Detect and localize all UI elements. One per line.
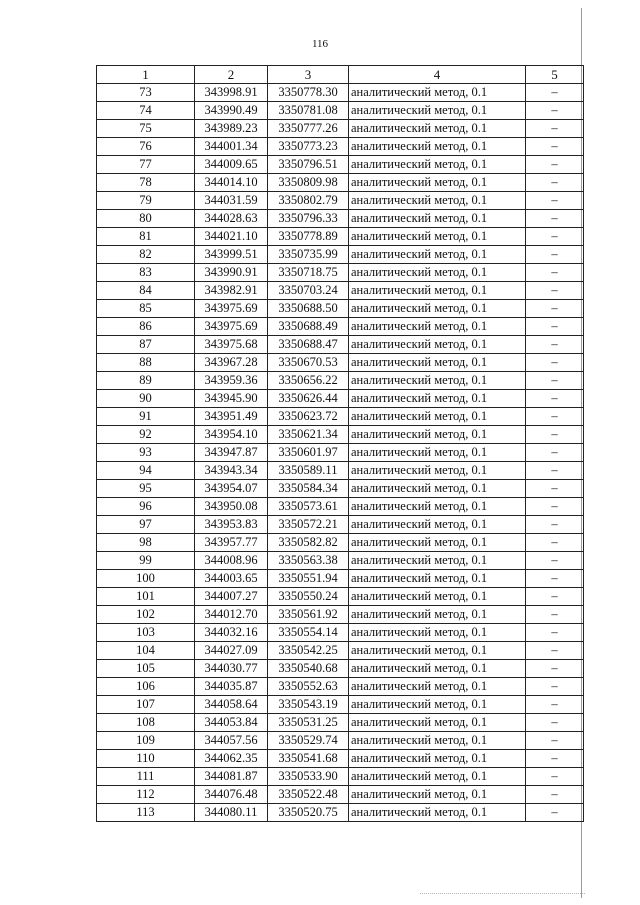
x-coordinate-cell: 343954.07 — [195, 480, 268, 498]
method-cell: аналитический метод, 0.1 — [349, 642, 526, 660]
method-cell: аналитический метод, 0.1 — [349, 282, 526, 300]
note-cell: – — [526, 732, 584, 750]
point-number-cell: 104 — [97, 642, 195, 660]
table-row — [97, 138, 584, 156]
x-coordinate-cell: 344014.10 — [195, 174, 268, 192]
page-number: 116 — [311, 38, 329, 50]
y-coordinate-cell: 3350778.30 — [268, 84, 349, 102]
point-number-cell: 79 — [97, 192, 195, 210]
method-cell: аналитический метод, 0.1 — [349, 228, 526, 246]
point-number-cell: 88 — [97, 354, 195, 372]
y-coordinate-cell: 3350563.38 — [268, 552, 349, 570]
method-cell: аналитический метод, 0.1 — [349, 606, 526, 624]
note-cell: – — [526, 408, 584, 426]
point-number-cell: 101 — [97, 588, 195, 606]
x-coordinate-cell: 343953.83 — [195, 516, 268, 534]
x-coordinate-cell: 343998.91 — [195, 84, 268, 102]
note-cell: – — [526, 768, 584, 786]
point-number-cell: 103 — [97, 624, 195, 642]
method-cell: аналитический метод, 0.1 — [349, 804, 526, 822]
x-coordinate-cell: 344030.77 — [195, 660, 268, 678]
method-cell: аналитический метод, 0.1 — [349, 462, 526, 480]
note-cell: – — [526, 354, 584, 372]
y-coordinate-cell: 3350542.25 — [268, 642, 349, 660]
note-cell: – — [526, 714, 584, 732]
note-cell: – — [526, 300, 584, 318]
point-number-cell: 82 — [97, 246, 195, 264]
note-cell: – — [526, 750, 584, 768]
table-row — [97, 390, 584, 408]
note-cell: – — [526, 390, 584, 408]
method-cell: аналитический метод, 0.1 — [349, 588, 526, 606]
y-coordinate-cell: 3350520.75 — [268, 804, 349, 822]
point-number-cell: 113 — [97, 804, 195, 822]
point-number-cell: 80 — [97, 210, 195, 228]
method-cell: аналитический метод, 0.1 — [349, 426, 526, 444]
method-cell: аналитический метод, 0.1 — [349, 120, 526, 138]
table-row — [97, 102, 584, 120]
table-row — [97, 84, 584, 102]
x-coordinate-cell: 344028.63 — [195, 210, 268, 228]
x-coordinate-cell: 344035.87 — [195, 678, 268, 696]
y-coordinate-cell: 3350551.94 — [268, 570, 349, 588]
method-cell: аналитический метод, 0.1 — [349, 768, 526, 786]
point-number-cell: 110 — [97, 750, 195, 768]
y-coordinate-cell: 3350623.72 — [268, 408, 349, 426]
table-body — [97, 84, 584, 822]
header-y-coordinate: 3 — [268, 66, 349, 84]
x-coordinate-cell: 344009.65 — [195, 156, 268, 174]
note-cell: – — [526, 624, 584, 642]
table-row — [97, 624, 584, 642]
x-coordinate-cell: 344080.11 — [195, 804, 268, 822]
note-cell: – — [526, 336, 584, 354]
method-cell: аналитический метод, 0.1 — [349, 786, 526, 804]
y-coordinate-cell: 3350796.51 — [268, 156, 349, 174]
y-coordinate-cell: 3350533.90 — [268, 768, 349, 786]
method-cell: аналитический метод, 0.1 — [349, 390, 526, 408]
x-coordinate-cell: 343951.49 — [195, 408, 268, 426]
x-coordinate-cell: 344053.84 — [195, 714, 268, 732]
x-coordinate-cell: 344001.34 — [195, 138, 268, 156]
table-row — [97, 480, 584, 498]
point-number-cell: 100 — [97, 570, 195, 588]
header-x-coordinate: 2 — [195, 66, 268, 84]
table-row — [97, 444, 584, 462]
method-cell: аналитический метод, 0.1 — [349, 696, 526, 714]
x-coordinate-cell: 343975.69 — [195, 300, 268, 318]
method-cell: аналитический метод, 0.1 — [349, 660, 526, 678]
method-cell: аналитический метод, 0.1 — [349, 354, 526, 372]
x-coordinate-cell: 343990.91 — [195, 264, 268, 282]
x-coordinate-cell: 344076.48 — [195, 786, 268, 804]
y-coordinate-cell: 3350589.11 — [268, 462, 349, 480]
point-number-cell: 105 — [97, 660, 195, 678]
y-coordinate-cell: 3350621.34 — [268, 426, 349, 444]
method-cell: аналитический метод, 0.1 — [349, 534, 526, 552]
table-row — [97, 516, 584, 534]
method-cell: аналитический метод, 0.1 — [349, 102, 526, 120]
point-number-cell: 108 — [97, 714, 195, 732]
y-coordinate-cell: 3350584.34 — [268, 480, 349, 498]
header-note: 5 — [526, 66, 584, 84]
note-cell: – — [526, 498, 584, 516]
point-number-cell: 96 — [97, 498, 195, 516]
note-cell: – — [526, 516, 584, 534]
point-number-cell: 90 — [97, 390, 195, 408]
note-cell: – — [526, 552, 584, 570]
y-coordinate-cell: 3350796.33 — [268, 210, 349, 228]
method-cell: аналитический метод, 0.1 — [349, 480, 526, 498]
table-row — [97, 264, 584, 282]
point-number-cell: 107 — [97, 696, 195, 714]
x-coordinate-cell: 344031.59 — [195, 192, 268, 210]
note-cell: – — [526, 570, 584, 588]
note-cell: – — [526, 678, 584, 696]
y-coordinate-cell: 3350718.75 — [268, 264, 349, 282]
table-row — [97, 768, 584, 786]
method-cell: аналитический метод, 0.1 — [349, 372, 526, 390]
x-coordinate-cell: 343999.51 — [195, 246, 268, 264]
table-row — [97, 354, 584, 372]
x-coordinate-cell: 344057.56 — [195, 732, 268, 750]
point-number-cell: 85 — [97, 300, 195, 318]
point-number-cell: 78 — [97, 174, 195, 192]
y-coordinate-cell: 3350529.74 — [268, 732, 349, 750]
method-cell: аналитический метод, 0.1 — [349, 138, 526, 156]
x-coordinate-cell: 344058.64 — [195, 696, 268, 714]
method-cell: аналитический метод, 0.1 — [349, 84, 526, 102]
y-coordinate-cell: 3350781.08 — [268, 102, 349, 120]
method-cell: аналитический метод, 0.1 — [349, 678, 526, 696]
y-coordinate-cell: 3350773.23 — [268, 138, 349, 156]
note-cell: – — [526, 696, 584, 714]
x-coordinate-cell: 344008.96 — [195, 552, 268, 570]
method-cell: аналитический метод, 0.1 — [349, 174, 526, 192]
table-row — [97, 750, 584, 768]
header-method: 4 — [349, 66, 526, 84]
note-cell: – — [526, 462, 584, 480]
x-coordinate-cell: 343967.28 — [195, 354, 268, 372]
method-cell: аналитический метод, 0.1 — [349, 246, 526, 264]
method-cell: аналитический метод, 0.1 — [349, 156, 526, 174]
table-row — [97, 570, 584, 588]
x-coordinate-cell: 343975.68 — [195, 336, 268, 354]
y-coordinate-cell: 3350670.53 — [268, 354, 349, 372]
point-number-cell: 109 — [97, 732, 195, 750]
point-number-cell: 86 — [97, 318, 195, 336]
table-row — [97, 534, 584, 552]
x-coordinate-cell: 344027.09 — [195, 642, 268, 660]
method-cell: аналитический метод, 0.1 — [349, 750, 526, 768]
note-cell: – — [526, 534, 584, 552]
note-cell: – — [526, 102, 584, 120]
method-cell: аналитический метод, 0.1 — [349, 516, 526, 534]
y-coordinate-cell: 3350778.89 — [268, 228, 349, 246]
note-cell: – — [526, 588, 584, 606]
table-row — [97, 156, 584, 174]
point-number-cell: 87 — [97, 336, 195, 354]
x-coordinate-cell: 343950.08 — [195, 498, 268, 516]
y-coordinate-cell: 3350688.49 — [268, 318, 349, 336]
y-coordinate-cell: 3350777.26 — [268, 120, 349, 138]
point-number-cell: 97 — [97, 516, 195, 534]
x-coordinate-cell: 343947.87 — [195, 444, 268, 462]
table-row — [97, 192, 584, 210]
y-coordinate-cell: 3350809.98 — [268, 174, 349, 192]
method-cell: аналитический метод, 0.1 — [349, 408, 526, 426]
note-cell: – — [526, 660, 584, 678]
y-coordinate-cell: 3350573.61 — [268, 498, 349, 516]
note-cell: – — [526, 426, 584, 444]
table-row — [97, 426, 584, 444]
method-cell: аналитический метод, 0.1 — [349, 300, 526, 318]
point-number-cell: 94 — [97, 462, 195, 480]
table-row — [97, 120, 584, 138]
point-number-cell: 111 — [97, 768, 195, 786]
y-coordinate-cell: 3350582.82 — [268, 534, 349, 552]
table-row — [97, 498, 584, 516]
y-coordinate-cell: 3350540.68 — [268, 660, 349, 678]
table-row — [97, 804, 584, 822]
y-coordinate-cell: 3350561.92 — [268, 606, 349, 624]
method-cell: аналитический метод, 0.1 — [349, 318, 526, 336]
y-coordinate-cell: 3350688.50 — [268, 300, 349, 318]
note-cell: – — [526, 84, 584, 102]
note-cell: – — [526, 318, 584, 336]
point-number-cell: 102 — [97, 606, 195, 624]
note-cell: – — [526, 228, 584, 246]
point-number-cell: 106 — [97, 678, 195, 696]
x-coordinate-cell: 343990.49 — [195, 102, 268, 120]
note-cell: – — [526, 246, 584, 264]
x-coordinate-cell: 343945.90 — [195, 390, 268, 408]
table-row — [97, 372, 584, 390]
table-row — [97, 462, 584, 480]
y-coordinate-cell: 3350541.68 — [268, 750, 349, 768]
x-coordinate-cell: 344021.10 — [195, 228, 268, 246]
scan-edge-bottom — [420, 893, 585, 897]
table-row — [97, 408, 584, 426]
table-row — [97, 696, 584, 714]
y-coordinate-cell: 3350688.47 — [268, 336, 349, 354]
method-cell: аналитический метод, 0.1 — [349, 210, 526, 228]
point-number-cell: 74 — [97, 102, 195, 120]
x-coordinate-cell: 343943.34 — [195, 462, 268, 480]
table-row — [97, 732, 584, 750]
table-row — [97, 318, 584, 336]
point-number-cell: 89 — [97, 372, 195, 390]
x-coordinate-cell: 344012.70 — [195, 606, 268, 624]
point-number-cell: 75 — [97, 120, 195, 138]
point-number-cell: 77 — [97, 156, 195, 174]
table-row — [97, 210, 584, 228]
point-number-cell: 91 — [97, 408, 195, 426]
point-number-cell: 83 — [97, 264, 195, 282]
method-cell: аналитический метод, 0.1 — [349, 192, 526, 210]
x-coordinate-cell: 343954.10 — [195, 426, 268, 444]
note-cell: – — [526, 480, 584, 498]
point-number-cell: 92 — [97, 426, 195, 444]
y-coordinate-cell: 3350543.19 — [268, 696, 349, 714]
note-cell: – — [526, 138, 584, 156]
x-coordinate-cell: 344062.35 — [195, 750, 268, 768]
x-coordinate-cell: 344032.16 — [195, 624, 268, 642]
note-cell: – — [526, 120, 584, 138]
method-cell: аналитический метод, 0.1 — [349, 714, 526, 732]
y-coordinate-cell: 3350554.14 — [268, 624, 349, 642]
x-coordinate-cell: 343957.77 — [195, 534, 268, 552]
table-row — [97, 246, 584, 264]
x-coordinate-cell: 344081.87 — [195, 768, 268, 786]
note-cell: – — [526, 606, 584, 624]
table-row — [97, 282, 584, 300]
table-header-row — [97, 66, 584, 84]
table-row — [97, 336, 584, 354]
table-row — [97, 588, 584, 606]
point-number-cell: 84 — [97, 282, 195, 300]
table-row — [97, 300, 584, 318]
note-cell: – — [526, 282, 584, 300]
point-number-cell: 93 — [97, 444, 195, 462]
method-cell: аналитический метод, 0.1 — [349, 264, 526, 282]
note-cell: – — [526, 210, 584, 228]
y-coordinate-cell: 3350572.21 — [268, 516, 349, 534]
header-point-number: 1 — [97, 66, 195, 84]
y-coordinate-cell: 3350802.79 — [268, 192, 349, 210]
x-coordinate-cell: 343989.23 — [195, 120, 268, 138]
table-row — [97, 552, 584, 570]
method-cell: аналитический метод, 0.1 — [349, 444, 526, 462]
point-number-cell: 99 — [97, 552, 195, 570]
table-row — [97, 642, 584, 660]
table-row — [97, 714, 584, 732]
table-row — [97, 606, 584, 624]
y-coordinate-cell: 3350735.99 — [268, 246, 349, 264]
y-coordinate-cell: 3350656.22 — [268, 372, 349, 390]
x-coordinate-cell: 344003.65 — [195, 570, 268, 588]
note-cell: – — [526, 192, 584, 210]
method-cell: аналитический метод, 0.1 — [349, 552, 526, 570]
note-cell: – — [526, 264, 584, 282]
point-number-cell: 76 — [97, 138, 195, 156]
method-cell: аналитический метод, 0.1 — [349, 624, 526, 642]
x-coordinate-cell: 343959.36 — [195, 372, 268, 390]
point-number-cell: 95 — [97, 480, 195, 498]
table-row — [97, 660, 584, 678]
y-coordinate-cell: 3350531.25 — [268, 714, 349, 732]
y-coordinate-cell: 3350522.48 — [268, 786, 349, 804]
y-coordinate-cell: 3350703.24 — [268, 282, 349, 300]
y-coordinate-cell: 3350626.44 — [268, 390, 349, 408]
point-number-cell: 81 — [97, 228, 195, 246]
point-number-cell: 73 — [97, 84, 195, 102]
note-cell: – — [526, 174, 584, 192]
y-coordinate-cell: 3350601.97 — [268, 444, 349, 462]
table-row — [97, 786, 584, 804]
x-coordinate-cell: 343975.69 — [195, 318, 268, 336]
y-coordinate-cell: 3350552.63 — [268, 678, 349, 696]
method-cell: аналитический метод, 0.1 — [349, 336, 526, 354]
note-cell: – — [526, 642, 584, 660]
x-coordinate-cell: 344007.27 — [195, 588, 268, 606]
note-cell: – — [526, 804, 584, 822]
table-row — [97, 228, 584, 246]
note-cell: – — [526, 372, 584, 390]
x-coordinate-cell: 343982.91 — [195, 282, 268, 300]
point-number-cell: 98 — [97, 534, 195, 552]
table-row — [97, 678, 584, 696]
y-coordinate-cell: 3350550.24 — [268, 588, 349, 606]
method-cell: аналитический метод, 0.1 — [349, 570, 526, 588]
table-row — [97, 174, 584, 192]
note-cell: – — [526, 786, 584, 804]
method-cell: аналитический метод, 0.1 — [349, 498, 526, 516]
point-number-cell: 112 — [97, 786, 195, 804]
note-cell: – — [526, 156, 584, 174]
method-cell: аналитический метод, 0.1 — [349, 732, 526, 750]
coordinates-table — [96, 65, 584, 822]
note-cell: – — [526, 444, 584, 462]
